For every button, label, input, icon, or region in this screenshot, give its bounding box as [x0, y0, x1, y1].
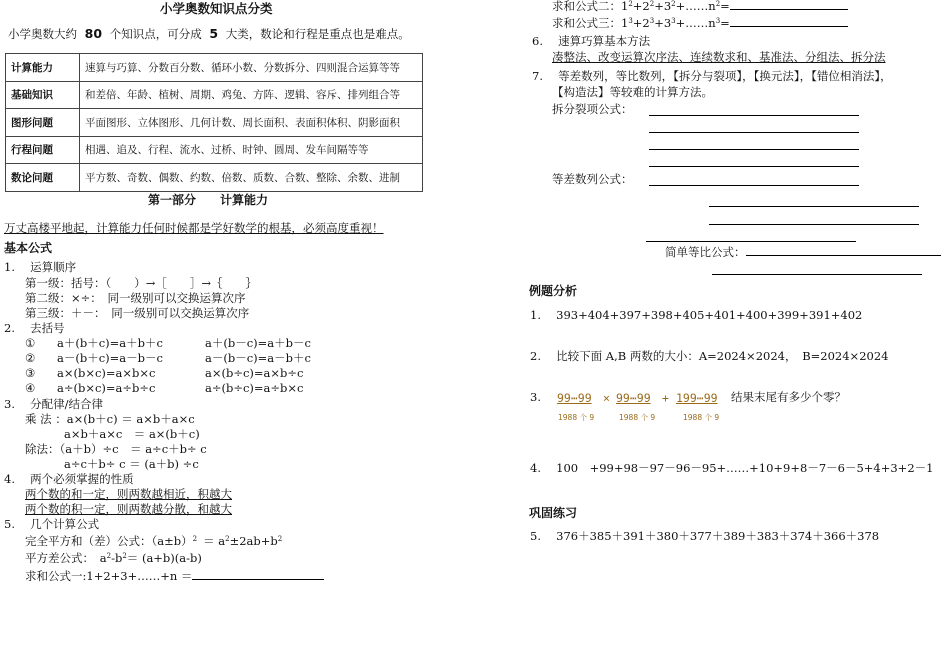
example-question-4: 4. 100 +99+98－97－96－95+……+10+9+8－7－6－5+4+3+2－1 [530, 461, 934, 475]
s6-line: 凑整法、改变运算次序法、连续数求和、基准法、分组法、拆分法 [552, 50, 886, 64]
sum3-equals: = [720, 16, 730, 30]
table-cell-topics: 平方数、奇数、偶数、约数、倍数、质数、合数、整除、余数、进制 [80, 164, 423, 192]
table-cell-category: 数论问题 [6, 164, 80, 192]
s4-line: 两个数的和一定，则两数越相近，积越大 [25, 487, 232, 501]
exponent: 2 [671, 0, 676, 8]
sum-formula-1 [25, 569, 324, 583]
answer-line[interactable] [649, 166, 859, 167]
nines-term-c: 199⋯99 [676, 391, 718, 405]
diff-end: ＝ (a+b)(a-b) [126, 551, 202, 565]
table-cell-category: 图形问题 [6, 109, 80, 137]
table-row [6, 109, 423, 137]
page-title: 小学奥数知识点分类 [160, 1, 273, 16]
sum3-term: +……n [675, 16, 716, 30]
intro-num2: 5 [209, 26, 219, 41]
example-question-1: 1. 393+404+397+398+405+401+400+399+391+402 [530, 308, 863, 322]
exponent: 2 [225, 535, 230, 543]
exponent: 2 [192, 535, 198, 543]
square-formula-mid: ＝ a [203, 534, 226, 548]
table-cell-category: 行程问题 [6, 136, 80, 164]
exponent: 3 [671, 17, 676, 25]
table-row [6, 136, 423, 164]
split-formula-label: 拆分裂项公式： [552, 102, 633, 116]
table-cell-topics: 平面图形、立体图形、几何计数、周长面积、表面积体积、阴影面积 [80, 109, 423, 137]
s2-rule: a－(b＋c)=a－b－c [57, 351, 163, 365]
intro-num1: 80 [84, 26, 103, 41]
table-cell-topics: 和差倍、年龄、植树、周期、鸡兔、方阵、逻辑、容斥、排列组合等 [80, 81, 423, 109]
s2-rule: a＋(b＋c)=a＋b＋c [57, 336, 163, 350]
square-formula-end: ±2ab+b [229, 534, 278, 548]
s2-rule: a－(b－c)=a－b＋c [205, 351, 311, 365]
slogan: 万丈高楼平地起，计算能力任何时候都是学好数学的根基，必须高度重视！ [4, 221, 384, 235]
intro-mid: 个知识点，可分成 [109, 27, 202, 41]
intro-post: 大类，数论和行程是重点也是难点。 [225, 27, 410, 41]
exponent: 2 [715, 0, 721, 8]
diff-label: 平方差公式： a [25, 551, 107, 565]
table-cell-category: 计算能力 [6, 54, 80, 82]
answer-blank[interactable] [730, 0, 848, 10]
sum3-term: +3 [654, 16, 672, 30]
table-row [6, 81, 423, 109]
answer-blank[interactable] [730, 16, 848, 27]
brace-label: 1988 个 9 [558, 413, 595, 422]
sum-formula-2 [552, 0, 848, 13]
section-heading-examples: 例题分析 [529, 284, 578, 298]
s2-index: ④ [25, 381, 36, 395]
s3-line: 除法：（a＋b）÷c ＝ a÷c＋b÷ c [25, 442, 207, 456]
s1-heading: 1. 运算顺序 [4, 260, 77, 274]
sum-formula-1-label: 求和公式一:1+2+3+……+n ＝ [25, 569, 193, 583]
s2-rule: a＋(b－c)=a＋b－c [205, 336, 311, 350]
example-question-2: 2. 比较下面 A,B 两数的大小：A=2024×2024， B=2024×2024 [530, 349, 889, 363]
s5-heading: 5. 几个计算公式 [4, 517, 100, 531]
exponent: 3 [649, 17, 655, 25]
table-cell-topics: 相遇、追及、行程、流水、过桥、时钟、圆周、发车间隔等等 [80, 136, 423, 164]
diff-mid: -b [111, 551, 123, 565]
example-3-number: 3. [530, 390, 541, 404]
s1-line: 第二级：×÷： 同一级别可以交换运算次序 [25, 291, 246, 305]
s6-heading: 6. 速算巧算基本方法 [532, 34, 651, 48]
part-title: 第一部分 计算能力 [148, 193, 269, 207]
diff-squares-formula [25, 552, 202, 565]
section-heading-practice: 巩固练习 [529, 506, 578, 520]
exponent: 2 [277, 535, 283, 543]
section-heading-basic-formulas: 基本公式 [4, 241, 53, 255]
category-table [5, 53, 423, 192]
exponent: 2 [106, 552, 112, 560]
answer-blank[interactable] [746, 245, 941, 256]
s2-rule: a×(b×c)=a×b×c [57, 366, 156, 380]
s3-line: 乘 法 ：a×(b＋c) ＝ a×b＋a×c [25, 412, 195, 426]
times-sign: × [603, 391, 610, 405]
plus-sign: + [662, 391, 669, 405]
nines-term-a: 99⋯99 [557, 391, 592, 405]
sum-formula-3 [552, 16, 848, 30]
s2-rule: a÷(b÷c)=a÷b×c [205, 381, 304, 395]
s4-heading: 4. 两个必须掌握的性质 [4, 472, 134, 486]
s2-index: ① [25, 336, 36, 350]
brace-label: 1988 个 9 [619, 413, 656, 422]
arith-formula-label: 等差数列公式： [552, 172, 633, 186]
practice-question-5: 5. 376＋385＋391＋380＋377＋389＋383＋374＋366＋378 [530, 529, 880, 543]
sum2-term: +2 [632, 0, 650, 13]
s2-index: ③ [25, 366, 36, 380]
s2-heading: 2. 去括号 [4, 321, 65, 335]
s7-heading: 7. 等差数列，等比数列，【拆分与裂项】，【换元法】，【错位相消法】， [532, 69, 892, 83]
exponent: 2 [628, 0, 633, 8]
exponent: 3 [628, 17, 633, 25]
sum3-term: +2 [632, 16, 650, 30]
square-formula-label: 完全平方和（差）公式：（a±b） [25, 534, 193, 548]
geo-formula-label: 简单等比公式： [665, 245, 746, 259]
s4-line: 两个数的积一定，则两数越分散，和越大 [25, 502, 232, 516]
s1-line: 第一级：括号：（ ）→［ ］→｛ ｝ [25, 276, 258, 290]
table-row [6, 54, 423, 82]
answer-line[interactable] [646, 241, 856, 242]
answer-line[interactable] [649, 115, 859, 116]
s2-index: ② [25, 351, 36, 365]
s2-rule: a÷(b×c)=a÷b÷c [57, 381, 156, 395]
table-cell-topics: 速算与巧算、分数百分数、循环小数、分数拆分、四则混合运算等等 [80, 54, 423, 82]
intro-pre: 小学奥数大约 [8, 27, 77, 41]
s3-heading: 3. 分配律/结合律 [4, 397, 104, 411]
answer-blank[interactable] [192, 569, 324, 580]
answer-line[interactable] [709, 206, 919, 207]
answer-line[interactable] [649, 132, 859, 133]
intro-line [8, 27, 410, 41]
sum2-term: +3 [654, 0, 672, 13]
table-row [6, 164, 423, 192]
exponent: 2 [122, 552, 127, 560]
s3-line: a×b＋a×c ＝ a×(b＋c) [64, 427, 200, 441]
answer-line[interactable] [712, 274, 922, 275]
square-formula [25, 535, 282, 548]
sum2-label: 求和公式二：1 [552, 0, 629, 13]
s2-rule: a×(b÷c)=a×b÷c [205, 366, 304, 380]
nines-term-b: 99⋯99 [616, 391, 651, 405]
answer-line[interactable] [649, 149, 859, 150]
s7-line: 【构造法】等较难的计算方法。 [552, 85, 713, 99]
answer-line[interactable] [709, 224, 919, 225]
sum2-term: +……n [675, 0, 716, 13]
example-3-text: 结果末尾有多少个零？ [731, 390, 846, 404]
s3-line: a÷c＋b÷ c ＝ (a＋b) ÷c [64, 457, 199, 471]
brace-label: 1988 个 9 [683, 413, 720, 422]
geo-formula [665, 245, 941, 259]
answer-line[interactable] [649, 185, 859, 186]
sum3-label: 求和公式三：1 [552, 16, 629, 30]
s1-line: 第三级：＋－： 同一级别可以交换运算次序 [25, 306, 250, 320]
exponent: 3 [715, 17, 721, 25]
table-cell-category: 基础知识 [6, 81, 80, 109]
sum2-equals: = [720, 0, 730, 13]
exponent: 2 [649, 0, 655, 8]
